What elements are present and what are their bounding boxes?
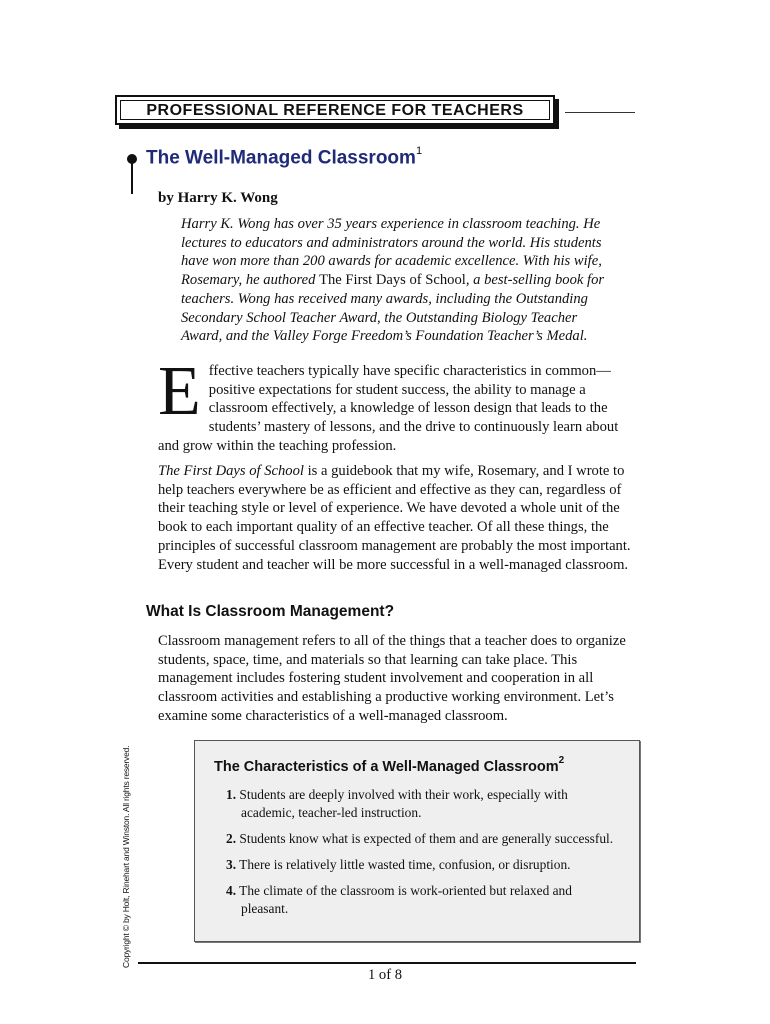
book-title: The First Days of School	[158, 463, 304, 479]
section-heading: What Is Classroom Management?	[146, 603, 395, 620]
article-title-text: The Well-Managed Classroom	[146, 147, 416, 169]
header-rule	[565, 112, 635, 113]
copyright-notice: Copyright © by Holt, Rinehart and Winston. All rights reserved.	[121, 745, 131, 968]
list-item-number: 3.	[226, 857, 237, 872]
list-item	[226, 830, 622, 848]
list-item-number: 1.	[226, 787, 237, 802]
list-item-text: Students know what is expected of them and are generally successful.	[239, 831, 614, 846]
author-bio	[181, 215, 621, 346]
list-item-number: 2.	[226, 831, 237, 846]
byline: by Harry K. Wong	[158, 190, 278, 206]
title-bullet-icon	[127, 154, 137, 164]
definition-paragraph: Classroom management refers to all of the things that a teacher does to organize students, space, time, and materials so that learning can take place. This management includes fostering student involvement and cooperation in all classroom activities and establishing a productive working environment. Let’s examine some characteristics of a well-managed classroom.	[158, 633, 626, 724]
characteristics-list	[226, 786, 622, 926]
list-item-text: The climate of the classroom is work-oriented but relaxed and pleasant.	[239, 883, 572, 916]
bio-part1: Harry K. Wong has over 35 years experience in classroom teaching. He lectures to educators and administrators around the world. His students have won more than 200 awards for academic excellence. With his wife, Rosemary, he authored	[181, 216, 602, 289]
list-item	[226, 786, 622, 822]
list-item-number: 4.	[226, 883, 237, 898]
second-paragraph	[158, 462, 638, 574]
list-item-text: There is relatively little wasted time, confusion, or disruption.	[239, 857, 571, 872]
article-title	[146, 147, 422, 169]
list-item	[226, 856, 622, 874]
box-title-text: The Characteristics of a Well-Managed Classroom	[214, 758, 559, 775]
list-item	[226, 882, 622, 918]
characteristics-box-title	[214, 757, 564, 775]
page-number: 1 of 8	[367, 967, 403, 983]
second-paragraph-text: is a guidebook that my wife, Rosemary, and I wrote to help teachers everywhere be as efficient and effective as they can, regardless of their teaching style or level of experience. We have devoted a whole unit of the book to each important quality of an effective teacher. Of all these things, the principles of successful classroom management are probably the most important. Every student and teacher will be more successful in a well-managed classroom.	[158, 463, 631, 573]
header-box	[115, 95, 555, 125]
intro-paragraph	[158, 353, 638, 456]
title-bullet-line	[131, 159, 133, 194]
bio-book-title: The First Days of School	[319, 272, 466, 289]
box-title-footnote: 2	[558, 755, 565, 766]
title-footnote: 1	[415, 145, 423, 157]
drop-cap: E	[158, 353, 201, 430]
intro-paragraph-text: ffective teachers typically have specific characteristics in common—positive expectations for student success, the ability to manage a classroom effectively, a knowledge of lesson design that leads to the students’ mastery of lessons, and the drive to continuously learn about and grow within the teaching profession.	[158, 363, 619, 454]
bio-part2: , a best-selling book for teachers. Wong has received many awards, including the Outstanding Secondary School Teacher Award, the Outstanding Biology Teacher Award, and the Valley Forge Freedom’s Foundation Teacher’s Medal.	[181, 272, 605, 345]
list-item-text: Students are deeply involved with their work, especially with academic, teacher-led instruction.	[239, 787, 568, 820]
header-label: PROFESSIONAL REFERENCE FOR TEACHERS	[146, 102, 524, 119]
footer-rule	[138, 962, 636, 964]
